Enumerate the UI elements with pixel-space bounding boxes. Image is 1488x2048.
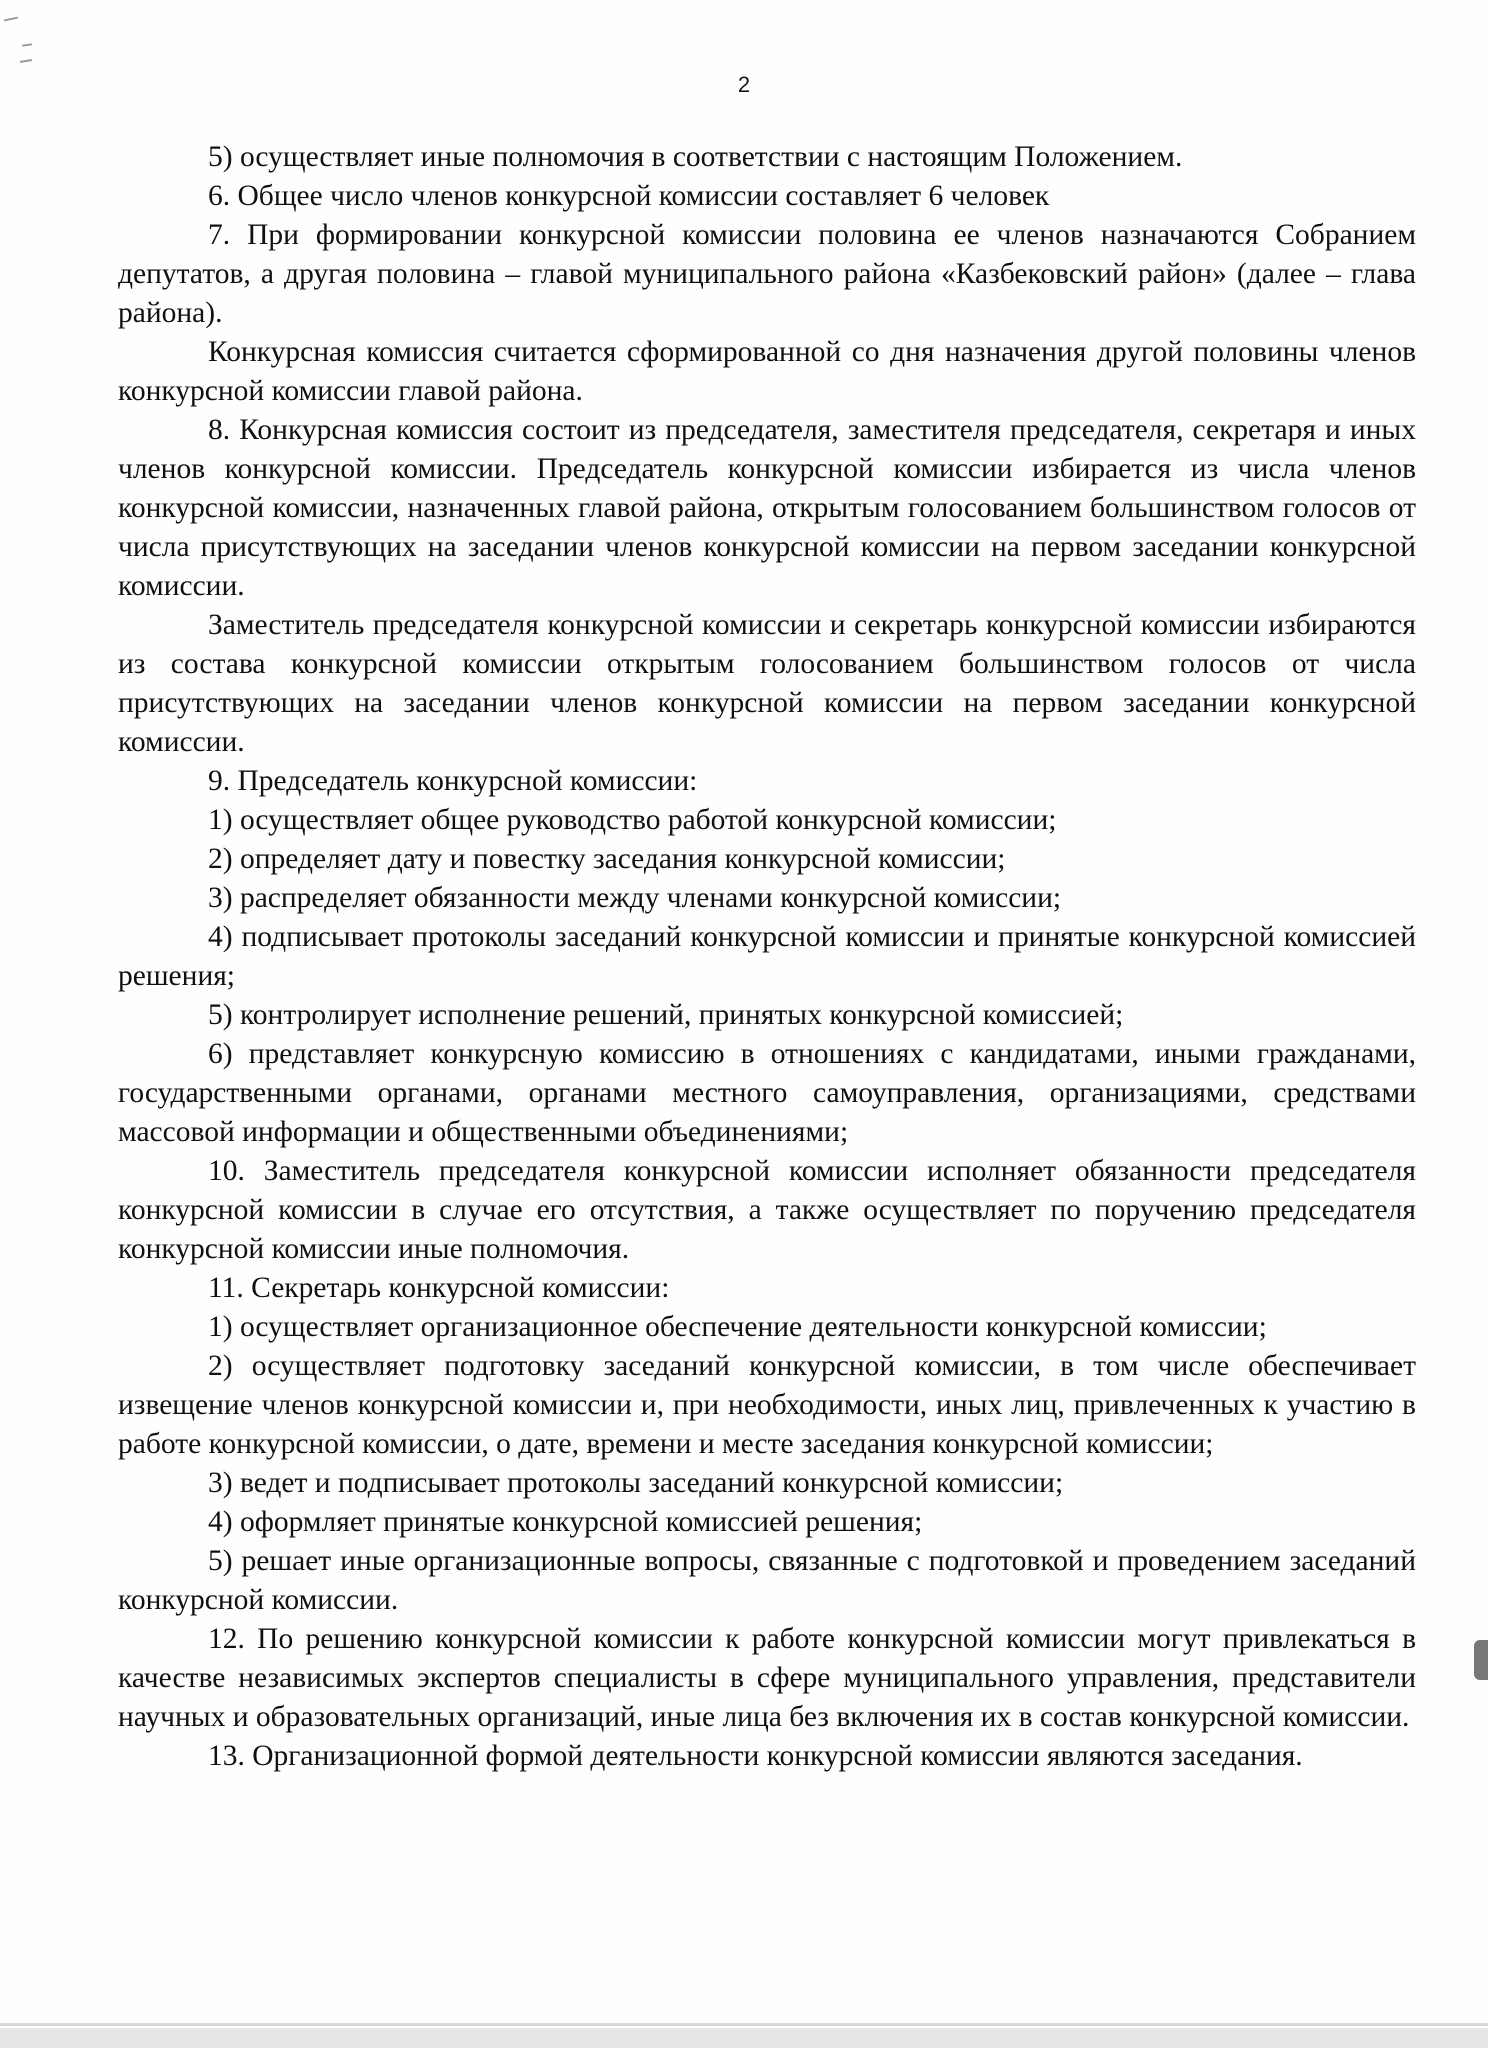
paragraph: 9. Председатель конкурсной комиссии: — [208, 765, 698, 797]
paragraph: 7. При формировании конкурсной комиссии половина ее членов назначаются Собранием депутатов, а другая половина – главой муниципального района «Казбековский район» (далее – глава района). — [118, 219, 1416, 329]
paragraph: 10. Заместитель председателя конкурсной комиссии исполняет обязанности председателя конкурсной комиссии в случае его отсутствия, а также осуществляет по поручению председателя конкурсной комиссии иные полномочия. — [118, 1155, 1416, 1265]
paragraph: 1) осуществляет организационное обеспечение деятельности конкурсной комиссии; — [208, 1311, 1267, 1343]
paragraph: 2) определяет дату и повестку заседания конкурсной комиссии; — [208, 843, 1006, 875]
document-body — [118, 138, 1416, 1776]
paragraph: 11. Секретарь конкурсной комиссии: — [208, 1272, 670, 1304]
page-number: 2 — [737, 72, 751, 97]
scan-bottom-edge — [0, 2023, 1488, 2026]
paragraph: 3) распределяет обязанности между членами конкурсной комиссии; — [208, 882, 1062, 914]
scan-artifact — [4, 17, 18, 22]
paragraph: 4) оформляет принятые конкурсной комиссией решения; — [208, 1506, 923, 1538]
paragraph: 8. Конкурсная комиссия состоит из председателя, заместителя председателя, секретаря и иных членов конкурсной комиссии. Председатель конкурсной комиссии избирается из числа членов конкурсной комиссии, назначенных главой района, открытым голосованием большинством голосов от числа присутствующих на заседании членов конкурсной комиссии на первом заседании конкурсной комиссии. — [118, 414, 1416, 602]
paragraph: 4) подписывает протоколы заседаний конкурсной комиссии и принятые конкурсной комиссией решения; — [118, 921, 1416, 992]
scan-artifact — [22, 43, 32, 46]
paragraph: 12. По решению конкурсной комиссии к работе конкурсной комиссии могут привлекаться в качестве независимых экспертов специалисты в сфере муниципального управления, представители научных и образовательных организаций, иные лица без включения их в состав конкурсной комиссии. — [118, 1623, 1416, 1733]
paragraph: 3) ведет и подписывает протоколы заседаний конкурсной комиссии; — [208, 1467, 1064, 1499]
paragraph: Конкурсная комиссия считается сформированной со дня назначения другой половины членов конкурсной комиссии главой района. — [118, 336, 1416, 407]
paragraph: 6) представляет конкурсную комиссию в отношениях с кандидатами, иными гражданами, государственными органами, органами местного самоуправления, организациями, средствами массовой информации и общественными объединениями; — [118, 1038, 1416, 1148]
paragraph: 5) осуществляет иные полномочия в соответствии с настоящим Положением. — [208, 141, 1183, 173]
paragraph: 6. Общее число членов конкурсной комиссии составляет 6 человек — [208, 180, 1050, 212]
paragraph: 2) осуществляет подготовку заседаний конкурсной комиссии, в том числе обеспечивает извещение членов конкурсной комиссии и, при необходимости, иных лиц, привлеченных к участию в работе конкурсной комиссии, о дате, времени и месте заседания конкурсной комиссии; — [118, 1350, 1416, 1460]
paragraph: 13. Организационной формой деятельности конкурсной комиссии являются заседания. — [208, 1740, 1303, 1772]
paragraph: 5) решает иные организационные вопросы, связанные с подготовкой и проведением заседаний конкурсной комиссии. — [118, 1545, 1416, 1616]
paragraph: 5) контролирует исполнение решений, принятых конкурсной комиссией; — [208, 999, 1124, 1031]
paragraph: 1) осуществляет общее руководство работой конкурсной комиссии; — [208, 804, 1057, 836]
paragraph: Заместитель председателя конкурсной комиссии и секретарь конкурсной комиссии избираются из состава конкурсной комиссии открытым голосованием большинством голосов от числа присутствующих на заседании членов конкурсной комиссии на первом заседании конкурсной комиссии. — [118, 609, 1416, 758]
scan-bottom-shadow — [0, 2028, 1488, 2048]
scan-artifact — [1474, 1640, 1488, 1680]
scan-artifact — [20, 59, 32, 63]
